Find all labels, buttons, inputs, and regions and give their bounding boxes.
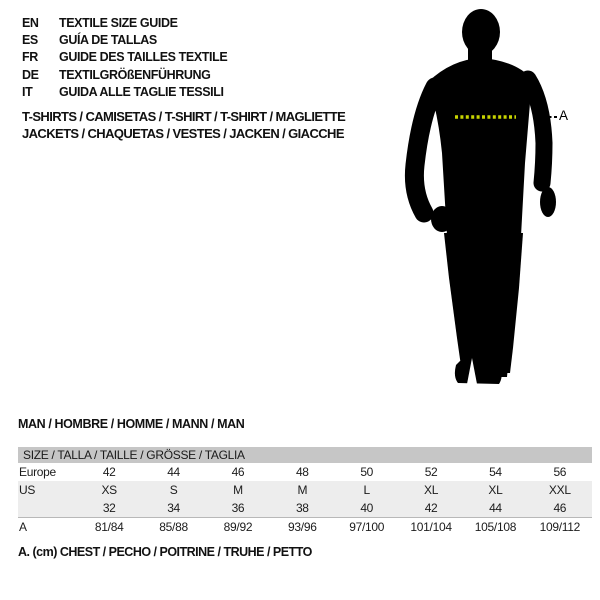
size-cell: 38 <box>295 501 309 515</box>
man-silhouette-icon <box>402 3 600 398</box>
size-cell: M <box>297 483 308 497</box>
size-cell: XL <box>424 483 439 497</box>
size-cell: M <box>233 483 243 497</box>
row-label: US <box>19 483 36 497</box>
size-cell: 52 <box>424 465 438 479</box>
size-cell: 97/100 <box>349 519 385 534</box>
category-line-tshirts: T-SHIRTS / CAMISETAS / T-SHIRT / T-SHIRT / MAGLIETTE <box>22 109 346 124</box>
size-cell: 34 <box>167 501 180 515</box>
category-line-jackets: JACKETS / CHAQUETAS / VESTES / JACKEN / GIACCHE <box>22 126 344 142</box>
size-cell: 40 <box>360 501 374 515</box>
size-cell: 32 <box>102 501 116 515</box>
size-cell: 44 <box>489 501 502 515</box>
language-list <box>22 14 227 100</box>
language-code: IT <box>22 84 33 99</box>
language-label: GUIDA ALLE TAGLIE TESSILI <box>59 84 224 99</box>
size-cell: 109/112 <box>539 519 580 534</box>
size-cell: 46 <box>553 501 567 515</box>
table-row-uk-sizes <box>18 499 592 517</box>
man-silhouette-figure <box>402 3 600 398</box>
size-cell: XS <box>101 483 117 497</box>
category-title <box>22 108 345 143</box>
language-row-en <box>22 14 227 31</box>
size-cell: 85/88 <box>159 519 188 534</box>
language-code: ES <box>22 32 38 47</box>
size-cell: S <box>169 483 178 497</box>
size-cell: XL <box>488 483 503 497</box>
footnote-chest-legend: A. (cm) CHEST / PECHO / POITRINE / TRUHE / PETTO <box>18 545 312 559</box>
size-cell: 101/104 <box>410 519 452 534</box>
size-cell: XXL <box>548 483 571 497</box>
table-row-europe <box>18 463 592 481</box>
section-title-man: MAN / HOMBRE / HOMME / MANN / MAN <box>18 417 245 431</box>
language-label: GUÍA DE TALLAS <box>59 32 157 47</box>
language-code: DE <box>22 67 39 82</box>
size-cell: 81/84 <box>94 519 124 534</box>
size-cell: L <box>363 483 370 497</box>
size-table <box>18 447 592 535</box>
size-cell: 42 <box>424 501 438 515</box>
size-cell: 36 <box>231 501 245 515</box>
measure-label-a: A <box>559 108 569 123</box>
language-label: GUIDE DES TAILLES TEXTILE <box>59 50 228 65</box>
language-label: TEXTILGRÖßENFÜHRUNG <box>59 67 211 82</box>
language-code: EN <box>22 15 39 30</box>
size-cell: 50 <box>360 465 374 479</box>
language-label: TEXTILE SIZE GUIDE <box>59 15 178 30</box>
language-row-fr <box>22 49 227 66</box>
size-cell: 48 <box>295 465 309 479</box>
table-row-us <box>18 481 592 499</box>
size-cell: 89/92 <box>223 519 253 534</box>
row-label: Europe <box>19 465 56 479</box>
table-row-chest-cm <box>18 517 592 535</box>
language-row-it <box>22 83 227 100</box>
size-table-header: SIZE / TALLA / TAILLE / GRÖSSE / TAGLIA <box>18 447 592 463</box>
language-row-es <box>22 31 227 48</box>
size-cell: 93/96 <box>288 519 317 534</box>
size-cell: 42 <box>102 465 116 479</box>
size-cell: 46 <box>231 465 245 479</box>
size-cell: 44 <box>167 465 180 479</box>
language-code: FR <box>22 50 38 65</box>
language-row-de <box>22 66 227 83</box>
size-cell: 54 <box>489 465 502 479</box>
size-cell: 56 <box>553 465 567 479</box>
row-label: A <box>19 519 27 534</box>
size-cell: 105/108 <box>474 519 517 534</box>
